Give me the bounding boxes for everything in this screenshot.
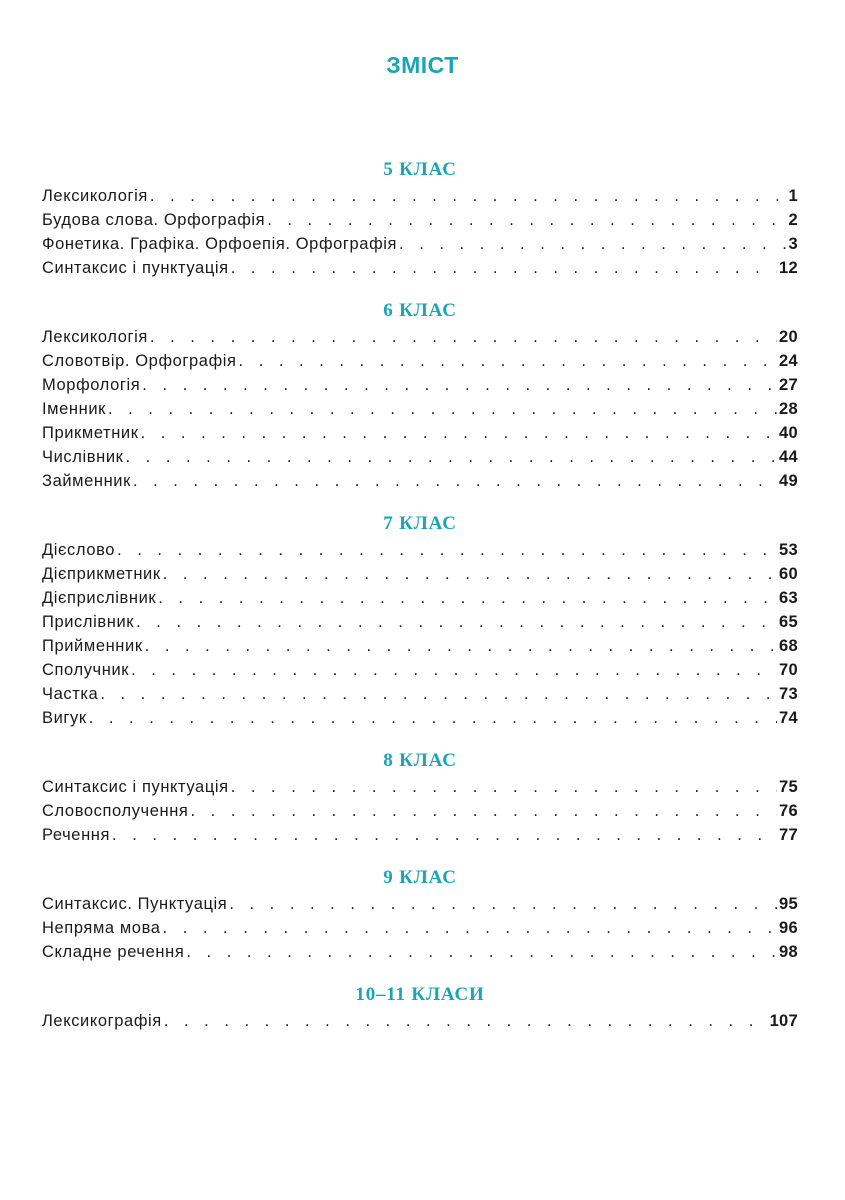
dot-leader bbox=[231, 256, 777, 280]
toc-section bbox=[42, 158, 798, 280]
page-number: 73 bbox=[779, 685, 798, 703]
dot-leader bbox=[190, 799, 777, 823]
page-number: 2 bbox=[788, 211, 798, 229]
dot-leader bbox=[229, 892, 777, 916]
dot-leader bbox=[150, 325, 777, 349]
entry-label: Вигук bbox=[42, 709, 87, 727]
entry-label: Речення bbox=[42, 826, 111, 844]
page-number: 96 bbox=[779, 919, 798, 937]
entry-label: Іменник bbox=[42, 400, 106, 418]
entry-label: Частка bbox=[42, 685, 99, 703]
toc-entry[interactable] bbox=[42, 421, 798, 445]
page-number: 95 bbox=[779, 895, 798, 913]
dot-leader bbox=[142, 373, 777, 397]
toc-entry[interactable] bbox=[42, 325, 798, 349]
entry-label: Дієслово bbox=[42, 541, 116, 559]
page-number: 74 bbox=[779, 709, 798, 727]
toc-section bbox=[42, 866, 798, 964]
dot-leader bbox=[133, 469, 777, 493]
toc-entry[interactable] bbox=[42, 373, 798, 397]
entry-label: Сполучник bbox=[42, 661, 130, 679]
dot-leader bbox=[112, 823, 777, 847]
entry-label: Лексикологія bbox=[42, 328, 148, 346]
dot-leader bbox=[164, 1009, 768, 1033]
entry-label: Синтаксис і пунктуація bbox=[42, 778, 229, 796]
page-number: 20 bbox=[779, 328, 798, 346]
dot-leader bbox=[89, 706, 777, 730]
dot-leader bbox=[100, 682, 777, 706]
toc-entry[interactable] bbox=[42, 823, 798, 847]
toc-entry[interactable] bbox=[42, 682, 798, 706]
page-number: 70 bbox=[779, 661, 798, 679]
page-number: 28 bbox=[779, 400, 798, 418]
toc-sections bbox=[42, 158, 798, 1052]
toc-entry[interactable] bbox=[42, 256, 798, 280]
page-number: 65 bbox=[779, 613, 798, 631]
page-title: ЗМІСТ bbox=[386, 52, 459, 78]
toc-entry[interactable] bbox=[42, 184, 798, 208]
toc-entry[interactable] bbox=[42, 208, 798, 232]
page-number: 53 bbox=[779, 541, 798, 559]
toc-section bbox=[42, 983, 798, 1033]
entry-label: Синтаксис і пунктуація bbox=[42, 259, 229, 277]
toc-entry[interactable] bbox=[42, 232, 798, 256]
entry-label: Будова слова. Орфографія bbox=[42, 211, 266, 229]
toc-entry[interactable] bbox=[42, 562, 798, 586]
page-number: 60 bbox=[779, 565, 798, 583]
entry-label: Словотвір. Орфографія bbox=[42, 352, 237, 370]
dot-leader bbox=[186, 940, 777, 964]
dot-leader bbox=[117, 538, 777, 562]
section-heading: 5 КЛАС bbox=[383, 159, 457, 180]
entry-label: Прикметник bbox=[42, 424, 139, 442]
toc-section bbox=[42, 299, 798, 493]
page-number: 44 bbox=[779, 448, 798, 466]
toc-section bbox=[42, 512, 798, 730]
toc-entry[interactable] bbox=[42, 1009, 798, 1033]
page-number: 107 bbox=[769, 1012, 798, 1030]
toc-entry[interactable] bbox=[42, 349, 798, 373]
dot-leader bbox=[239, 349, 778, 373]
section-heading: 10–11 КЛАСИ bbox=[355, 984, 485, 1005]
entry-label: Лексикографія bbox=[42, 1012, 162, 1030]
toc-section bbox=[42, 749, 798, 847]
page-number: 98 bbox=[779, 943, 798, 961]
page-number: 3 bbox=[788, 235, 798, 253]
dot-leader bbox=[145, 634, 777, 658]
toc-entry[interactable] bbox=[42, 658, 798, 682]
dot-leader bbox=[399, 232, 786, 256]
page-number: 1 bbox=[788, 187, 798, 205]
section-heading: 7 КЛАС bbox=[383, 513, 457, 534]
entry-label: Дієприкметник bbox=[42, 565, 161, 583]
toc-entry[interactable] bbox=[42, 892, 798, 916]
entry-label: Морфологія bbox=[42, 376, 141, 394]
toc-entry[interactable] bbox=[42, 940, 798, 964]
entry-label: Числівник bbox=[42, 448, 124, 466]
page-number: 12 bbox=[779, 259, 798, 277]
entry-label: Прислівник bbox=[42, 613, 135, 631]
section-heading: 8 КЛАС bbox=[383, 750, 457, 771]
page-number: 63 bbox=[779, 589, 798, 607]
toc-entry[interactable] bbox=[42, 445, 798, 469]
entry-label: Синтаксис. Пунктуація bbox=[42, 895, 228, 913]
page-number: 49 bbox=[779, 472, 798, 490]
section-heading: 9 КЛАС bbox=[383, 867, 457, 888]
page-number: 27 bbox=[779, 376, 798, 394]
toc-entry[interactable] bbox=[42, 538, 798, 562]
toc-entry[interactable] bbox=[42, 586, 798, 610]
dot-leader bbox=[163, 916, 778, 940]
toc-entry[interactable] bbox=[42, 397, 798, 421]
dot-leader bbox=[108, 397, 777, 421]
entry-label: Прийменник bbox=[42, 637, 143, 655]
toc-entry[interactable] bbox=[42, 916, 798, 940]
entry-label: Словосполучення bbox=[42, 802, 189, 820]
dot-leader bbox=[136, 610, 777, 634]
toc-entry[interactable] bbox=[42, 799, 798, 823]
dot-leader bbox=[125, 445, 777, 469]
page-number: 76 bbox=[779, 802, 798, 820]
dot-leader bbox=[231, 775, 777, 799]
toc-entry[interactable] bbox=[42, 634, 798, 658]
toc-entry[interactable] bbox=[42, 775, 798, 799]
dot-leader bbox=[267, 208, 786, 232]
toc-entry[interactable] bbox=[42, 610, 798, 634]
dot-leader bbox=[131, 658, 777, 682]
page-number: 68 bbox=[779, 637, 798, 655]
page-number: 40 bbox=[779, 424, 798, 442]
dot-leader bbox=[141, 421, 777, 445]
toc-entry[interactable] bbox=[42, 469, 798, 493]
page-number: 75 bbox=[779, 778, 798, 796]
dot-leader bbox=[150, 184, 787, 208]
entry-label: Лексикологія bbox=[42, 187, 148, 205]
entry-label: Дієприслівник bbox=[42, 589, 157, 607]
section-heading: 6 КЛАС bbox=[383, 300, 457, 321]
dot-leader bbox=[163, 562, 777, 586]
dot-leader bbox=[158, 586, 777, 610]
entry-label: Непряма мова bbox=[42, 919, 161, 937]
entry-label: Складне речення bbox=[42, 943, 185, 961]
page-number: 77 bbox=[779, 826, 798, 844]
entry-label: Фонетика. Графіка. Орфоепія. Орфографія bbox=[42, 235, 398, 253]
page-number: 24 bbox=[779, 352, 798, 370]
entry-label: Займенник bbox=[42, 472, 131, 490]
toc-entry[interactable] bbox=[42, 706, 798, 730]
